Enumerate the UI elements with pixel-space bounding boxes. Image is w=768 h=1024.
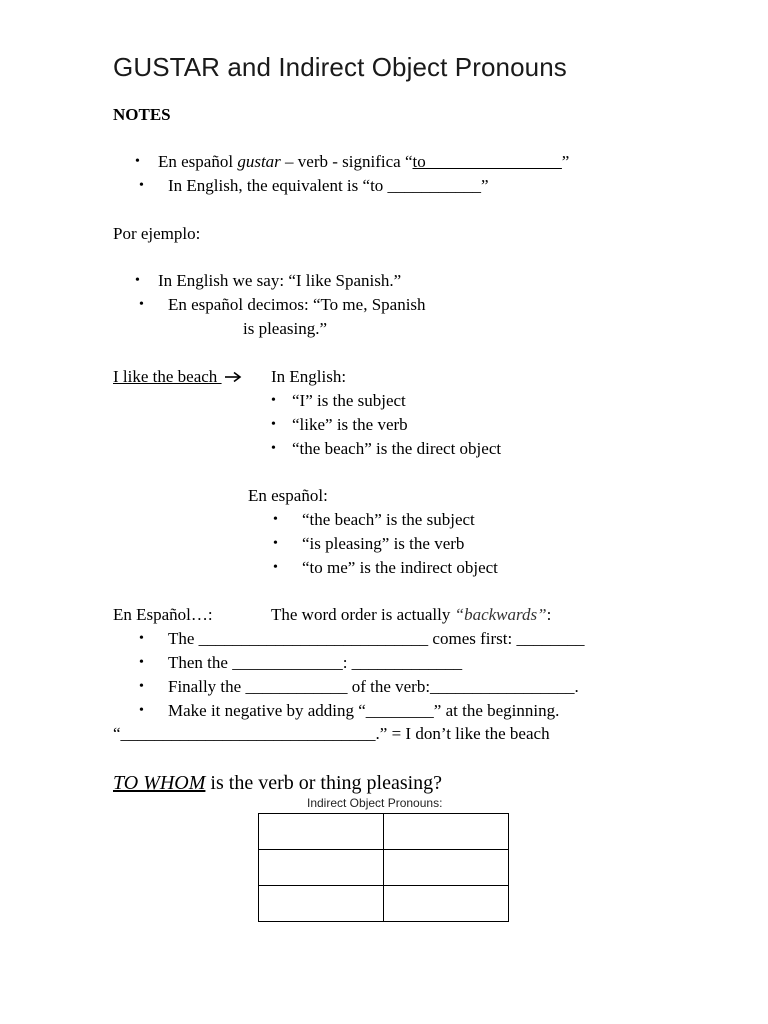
order-label: En Español…: [113,605,213,624]
order-statement-italic: “backwards” [454,605,547,624]
english-item: “the beach” is the direct object [292,439,502,458]
table-caption: Indirect Object Pronouns: [307,796,443,810]
english-label: In English: [271,367,347,386]
bullet-dot: • [139,297,144,312]
bullet-dot: • [135,273,140,288]
example-bullet-1: In English we say: “I like Spanish.” [158,271,402,290]
table-cell [384,850,509,886]
table-row [259,850,509,886]
beach-phrase [113,368,242,385]
bullet-dot: • [139,631,144,646]
page-title: GUSTAR and Indirect Object Pronouns [113,52,567,82]
table-cell [259,814,384,850]
example-bullet-2-line2: is pleasing.” [243,319,328,338]
intro-bullet-1-italic: gustar [237,152,281,171]
bullet-dot: • [271,441,276,456]
intro-bullet-2: In English, the equivalent is “to ___________” [168,176,489,195]
table-cell [384,886,509,922]
notes-heading: NOTES [113,105,171,124]
intro-bullet-1-pre: En español [158,152,238,171]
spanish-label: En español: [248,486,328,505]
english-item: “like” is the verb [292,415,408,434]
bullet-dot: • [139,679,144,694]
order-item: Make it negative by adding “________” at the beginning. [168,701,560,720]
negative-line: “______________________________.” = I don’t like the beach [113,724,550,743]
bullet-dot: • [273,512,278,527]
intro-bullet-1-mid: – verb - significa “ [280,152,413,171]
order-statement-post: : [546,605,552,624]
table-cell [259,850,384,886]
pronoun-table [258,813,509,922]
table-cell [259,886,384,922]
intro-bullet-1-blank: to________________ [412,152,562,171]
to-whom-emphasis: TO WHOM [113,772,206,794]
bullet-dot: • [273,536,278,551]
bullet-dot: • [273,560,278,575]
table-row [259,814,509,850]
order-item: Finally the ____________ of the verb:_________________. [168,677,579,696]
bullet-dot: • [139,703,144,718]
right-arrow-icon [224,371,242,383]
order-item: The ___________________________ comes first: ________ [168,629,585,648]
bullet-dot: • [271,393,276,408]
order-statement-pre: The word order is actually [271,605,455,624]
intro-bullet-1-post: ” [561,152,570,171]
order-item: Then the _____________: _____________ [168,653,463,672]
bullet-dot: • [135,154,140,169]
english-item: “I” is the subject [292,391,406,410]
example-bullet-2-line1: En español decimos: “To me, Spanish [168,295,426,314]
bullet-dot: • [139,655,144,670]
table-cell [384,814,509,850]
order-statement [271,606,551,623]
example-heading: Por ejemplo: [113,224,201,243]
spanish-item: “the beach” is the subject [302,510,475,529]
beach-phrase-text: I like the beach [113,367,222,386]
spanish-item: “is pleasing” is the verb [302,534,465,553]
table-row [259,886,509,922]
bullet-dot: • [271,417,276,432]
to-whom-question [113,773,442,793]
intro-bullet-1 [158,153,569,170]
to-whom-rest: is the verb or thing pleasing? [205,772,443,794]
spanish-item: “to me” is the indirect object [302,558,498,577]
bullet-dot: • [139,178,144,193]
